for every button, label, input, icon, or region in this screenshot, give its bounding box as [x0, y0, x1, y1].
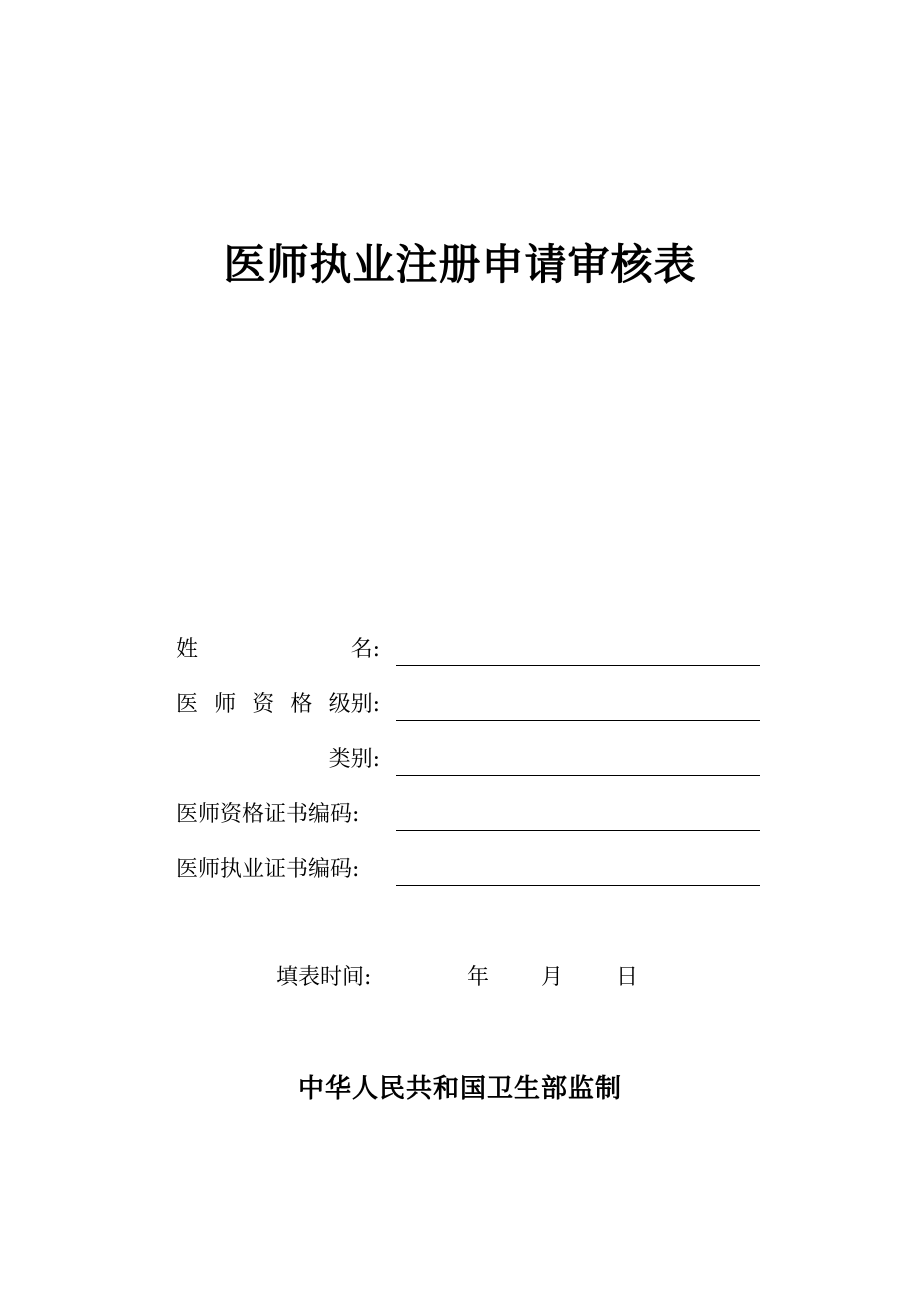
- field-row-practice-cert-number: [176, 852, 760, 888]
- qualification-level-blank-line: [396, 720, 760, 721]
- document-title: 医师执业注册申请审核表: [223, 240, 697, 289]
- qualification-cert-number-blank-line: [396, 830, 760, 831]
- field-label-part: 师: [214, 692, 237, 717]
- field-label-practice-cert-number: 医师执业证书编码:: [176, 857, 360, 882]
- field-label-category: 类别:: [328, 747, 380, 772]
- field-row-name: [176, 632, 760, 668]
- name-blank-line: [396, 665, 760, 666]
- category-blank-line: [396, 775, 760, 776]
- issuer-text: 中华人民共和国卫生部监制: [297, 1074, 622, 1104]
- field-label-part: 姓: [176, 637, 199, 662]
- field-label-part: 名:: [350, 637, 380, 662]
- fill-date-row: [0, 958, 920, 998]
- field-label-qualification-level: [176, 687, 380, 723]
- field-label-part: 资: [252, 692, 275, 717]
- field-label-qualification-cert-number: 医师资格证书编码:: [176, 802, 360, 827]
- fill-date-year: 年: [467, 965, 490, 990]
- field-row-category: [176, 742, 760, 778]
- field-row-qualification-level: [176, 687, 760, 723]
- fill-date-month: 月: [541, 965, 564, 990]
- field-row-qualification-cert-number: [176, 797, 760, 833]
- practice-cert-number-blank-line: [396, 885, 760, 886]
- field-label-part: 医: [176, 692, 199, 717]
- field-label-part: 级别:: [328, 692, 380, 717]
- fill-date-day: 日: [616, 965, 639, 990]
- field-label-name: [176, 632, 380, 668]
- field-label-part: 格: [290, 692, 313, 717]
- fill-date-label: 填表时间:: [276, 965, 372, 990]
